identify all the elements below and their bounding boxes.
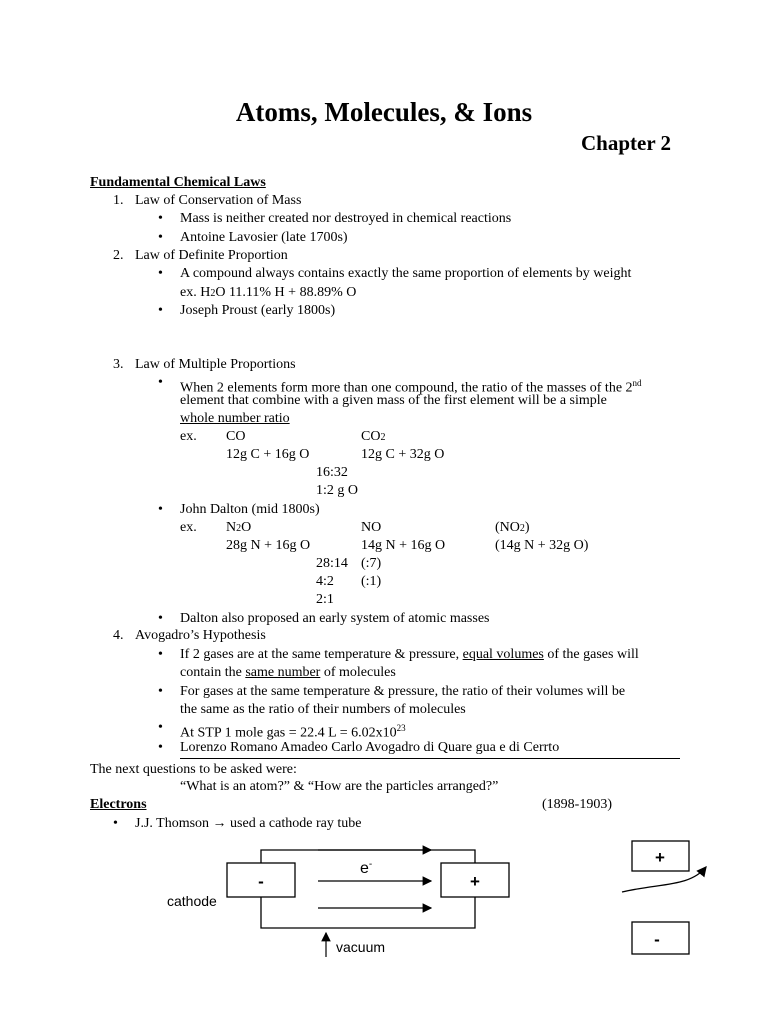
arrow-right-icon: → bbox=[212, 816, 227, 831]
law3-n2o-b: O bbox=[241, 520, 252, 535]
electrons-bullet-pre: J.J. Thomson bbox=[135, 816, 213, 831]
law3-bullet-1-sup: nd bbox=[632, 378, 642, 388]
electrons-heading: Electrons bbox=[90, 797, 147, 812]
law3-ex2-label: ex. bbox=[180, 520, 197, 535]
law4-bullet-1-line1 bbox=[180, 646, 639, 664]
chapter-label: Chapter 2 bbox=[581, 131, 672, 155]
anode-plus-sign: + bbox=[470, 872, 480, 891]
law4-bullet-1-line2 bbox=[180, 664, 396, 682]
law3-no2-mass: (14g N + 32g O) bbox=[495, 538, 589, 553]
law2-title: Law of Definite Proportion bbox=[135, 248, 288, 263]
law3-bullet-1-line3: whole number ratio bbox=[180, 411, 290, 426]
negative-plate-sign: - bbox=[654, 930, 660, 949]
law4-title: Avogadro’s Hypothesis bbox=[135, 628, 266, 643]
law4-b1-l2-post: of molecules bbox=[320, 665, 396, 680]
section-divider bbox=[180, 758, 680, 759]
law3-ex-label: ex. bbox=[180, 429, 197, 444]
law3-ratio-2: 1:2 g O bbox=[316, 483, 358, 498]
law3-bullet-3: • Dalton also proposed an early system of atomic masses bbox=[180, 610, 489, 628]
law3-no2 bbox=[495, 519, 530, 538]
law1-bullet-1: • Mass is neither created nor destroyed in chemical reactions bbox=[180, 210, 511, 228]
next-questions-intro: The next questions to be asked were: bbox=[90, 762, 297, 777]
law2-example-rest: O 11.11% H + 88.89% O bbox=[215, 285, 357, 300]
law3-bullet-1-line2: element that combine with a given mass of the first element will be a simple bbox=[180, 393, 607, 408]
page-title: Atoms, Molecules, & Ions bbox=[235, 97, 533, 127]
electron-charge: - bbox=[368, 859, 373, 870]
law3-co2-sub: 2 bbox=[380, 432, 386, 443]
law3-r2: 4:2 bbox=[316, 574, 334, 589]
law3-co-mass: 12g C + 16g O bbox=[226, 447, 310, 462]
law4-b1-pre: If 2 gases are at the same temperature & pressure, bbox=[180, 647, 463, 662]
positive-plate-sign: + bbox=[655, 848, 665, 867]
law2-bullet-1: • A compound always contains exactly the same proportion of elements by weight bbox=[180, 265, 631, 283]
law3-no2-sub: 2 bbox=[519, 523, 525, 534]
law1-title: Law of Conservation of Mass bbox=[135, 193, 302, 208]
law3-bullet-2: • John Dalton (mid 1800s) bbox=[180, 501, 320, 519]
law2-example-prefix: ex. H bbox=[180, 285, 211, 300]
law1-number: 1. bbox=[113, 193, 124, 208]
law4-b1-l2-pre: contain the bbox=[180, 665, 246, 680]
section-heading: Fundamental Chemical Laws bbox=[90, 175, 266, 190]
next-questions-text: “What is an atom?” & “How are the particles arranged?” bbox=[180, 779, 499, 794]
law2-example bbox=[180, 284, 356, 303]
law3-r3: 2:1 bbox=[316, 592, 334, 607]
law2-example-sub: 2 bbox=[210, 288, 216, 299]
negative-plate bbox=[632, 922, 689, 954]
law3-co2-mass: 12g C + 32g O bbox=[361, 447, 445, 462]
law4-number: 4. bbox=[113, 628, 124, 643]
law4-b3-sup: 23 bbox=[396, 723, 406, 733]
law4-bullet-2-line1: • For gases at the same temperature & pressure, the ratio of their volumes will be bbox=[180, 683, 625, 701]
law3-no2-b: ) bbox=[524, 520, 530, 535]
law2-bullet-2: • Joseph Proust (early 1800s) bbox=[180, 302, 335, 320]
law3-n2o-mass: 28g N + 16g O bbox=[226, 538, 311, 553]
law4-b1-underline: equal volumes bbox=[462, 647, 544, 662]
cathode-minus-sign: - bbox=[258, 872, 264, 891]
electrons-bullet-post: used a cathode ray tube bbox=[226, 816, 362, 831]
electrons-bullet bbox=[135, 815, 361, 833]
law4-b3-text: At STP 1 mole gas = 22.4 L = 6.02x10 bbox=[180, 725, 397, 741]
law4-bullet-4: • Lorenzo Romano Amadeo Carlo Avogadro di Quare gua e di Cerrto bbox=[180, 739, 559, 757]
tube-bottom-wall bbox=[261, 897, 475, 928]
law3-co2-base: CO bbox=[361, 429, 381, 444]
vacuum-label: vacuum bbox=[336, 939, 386, 955]
law3-co2 bbox=[361, 428, 385, 447]
electron-symbol: e bbox=[360, 860, 369, 877]
law3-n2o bbox=[226, 519, 251, 538]
law4-b1-post: of the gases will bbox=[543, 647, 639, 662]
electron-label bbox=[360, 859, 372, 877]
law3-bullet-1-text: When 2 elements form more than one compound, the ratio of the masses of the 2 bbox=[180, 380, 633, 396]
law3-r1: 28:14 bbox=[316, 556, 348, 571]
law4-b1-l2-underline: same number bbox=[245, 665, 321, 680]
law3-r1b: (:7) bbox=[361, 556, 382, 571]
law3-n2o-a: N bbox=[226, 520, 237, 535]
law3-no: NO bbox=[361, 520, 382, 535]
law3-title: Law of Multiple Proportions bbox=[135, 357, 296, 372]
law3-r2b: (:1) bbox=[361, 574, 382, 589]
law3-ratio-1: 16:32 bbox=[316, 465, 348, 480]
cathode-ray-tube-diagram bbox=[0, 835, 768, 1024]
cathode-label: cathode bbox=[167, 893, 217, 909]
law3-co: CO bbox=[226, 429, 246, 444]
law3-no-mass: 14g N + 16g O bbox=[361, 538, 446, 553]
law3-number: 3. bbox=[113, 357, 124, 372]
law3-no2-a: (NO bbox=[495, 520, 520, 535]
law2-number: 2. bbox=[113, 248, 124, 263]
law3-n2o-sub: 2 bbox=[236, 523, 242, 534]
law1-bullet-2: • Antoine Lavosier (late 1700s) bbox=[180, 229, 348, 247]
law4-bullet-2-line2: the same as the ratio of their numbers of molecules bbox=[180, 702, 466, 717]
electrons-years: (1898-1903) bbox=[542, 797, 612, 812]
